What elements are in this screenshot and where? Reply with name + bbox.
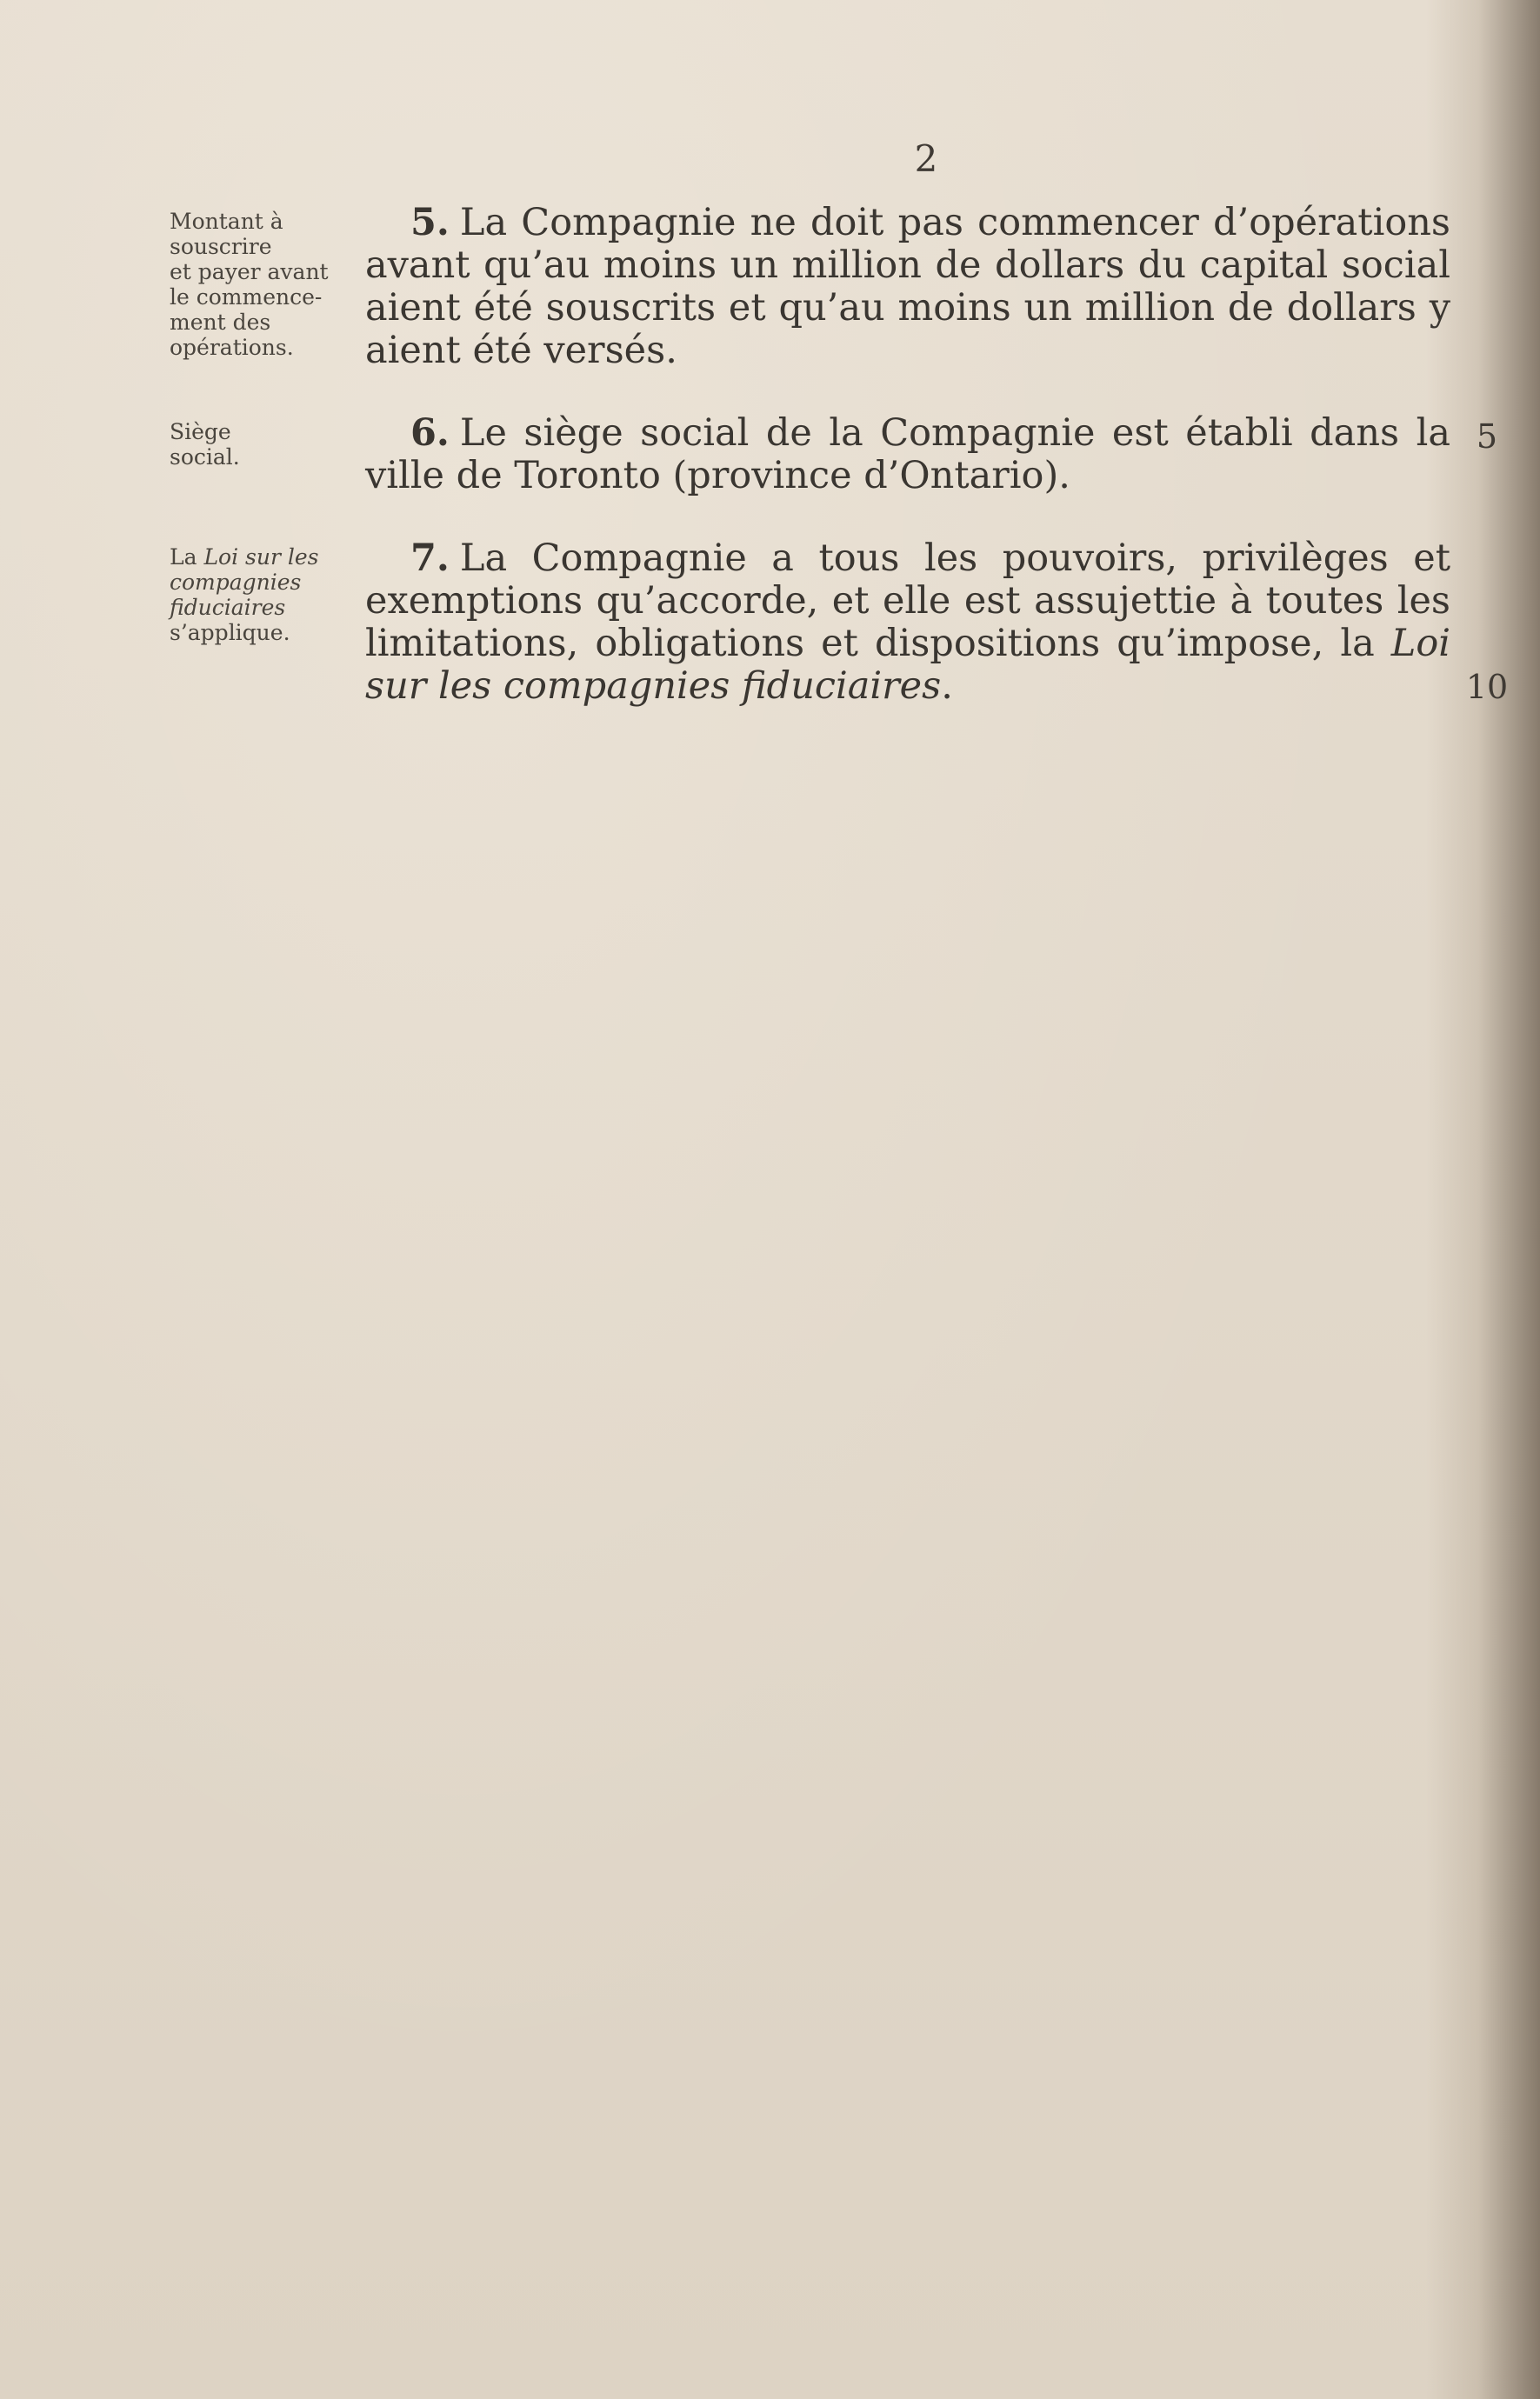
law-title: Loi sur les compagnies fiduciaires: [365, 622, 1450, 708]
margin-note-law-title: Loi sur les compagnies fiduciaires: [170, 544, 319, 620]
margin-note-suffix: s’applique.: [170, 620, 290, 645]
margin-note-section-6: Siège social.: [170, 419, 240, 470]
line-number-5: 5: [1476, 417, 1498, 456]
section-body: La Compagnie a tous les pouvoirs, privilèges et exemptions qu’accorde, et elle est assujettie à toutes les limitations, obligations et dispositions qu’impose, la: [365, 536, 1450, 665]
section-7-text: [365, 537, 1450, 708]
section-number: 5.: [410, 201, 450, 244]
line-number-10: 10: [1465, 668, 1509, 706]
section-end: .: [941, 664, 953, 708]
margin-note-section-5: Montant à souscrire et payer avant le commence- ment des opérations.: [170, 209, 329, 360]
section-number: 6.: [410, 411, 450, 455]
section-number: 7.: [410, 536, 450, 580]
section-5-text: [365, 202, 1450, 372]
section-6-text: [365, 412, 1450, 497]
section-body: La Compagnie ne doit pas commencer d’opérations avant qu’au moins un million de dollars du capital social aient été souscrits et qu’au moins un million de dollars y aient été versés.: [365, 201, 1450, 372]
margin-note-prefix: La: [170, 544, 204, 570]
page-number: 2: [914, 137, 938, 180]
margin-note-section-7: [170, 544, 370, 645]
section-body: Le siège social de la Compagnie est établi dans la ville de Toronto (province d’Ontario).: [365, 411, 1450, 497]
